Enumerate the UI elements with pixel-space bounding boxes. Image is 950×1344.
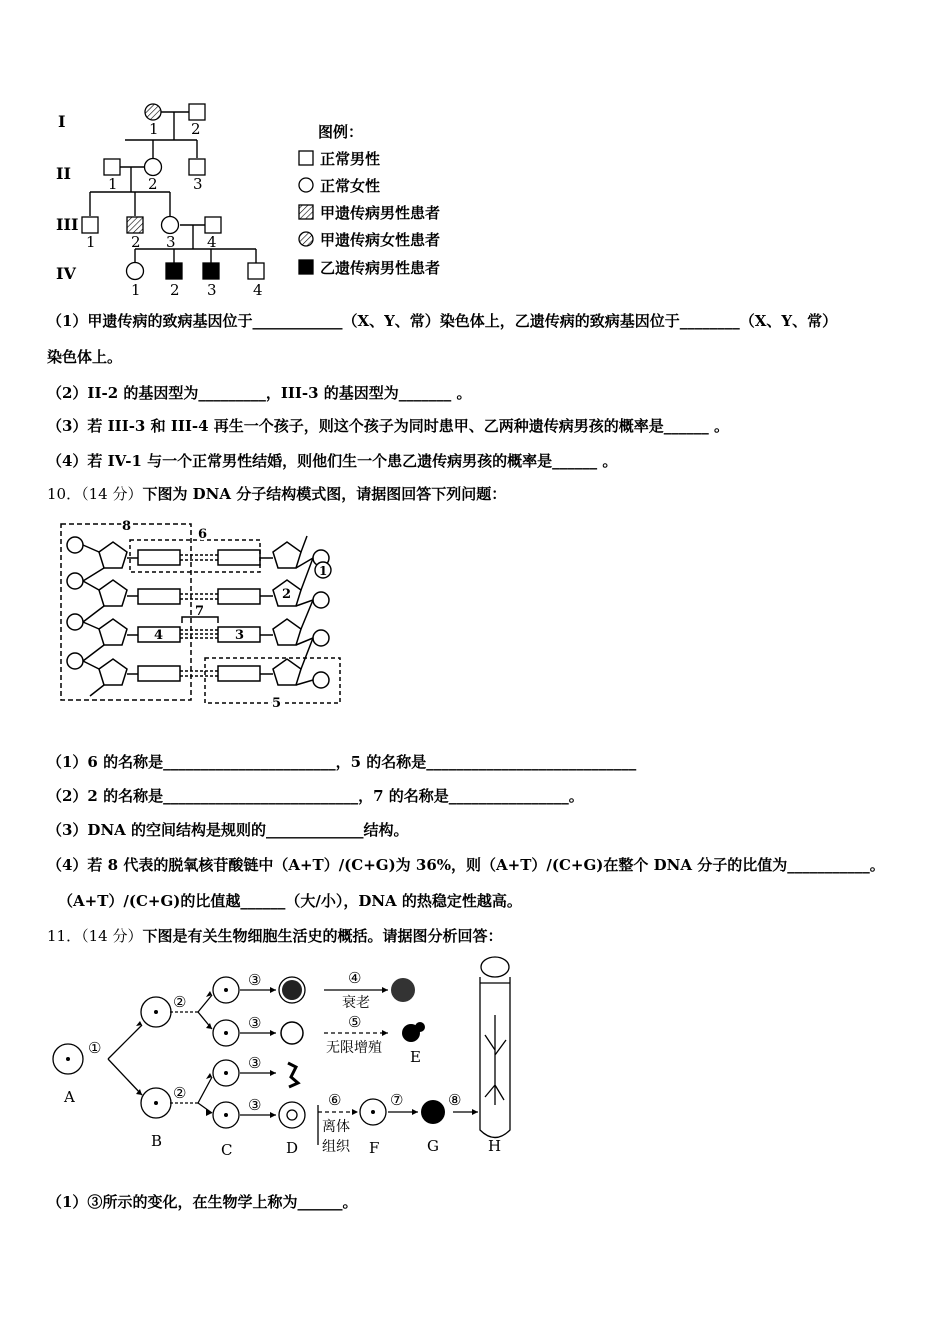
step-3d: ③: [248, 1096, 262, 1114]
q10-part1: （1）6 的名称是_______________________，5 的名称是____________________________: [47, 753, 637, 771]
q9-part1-cont: 染色体上。: [47, 348, 123, 366]
step-3b: ③: [248, 1014, 262, 1032]
dna-label-6: 6: [198, 527, 208, 542]
dna-label-3: 3: [235, 628, 245, 643]
pedigree-III-1: [82, 217, 98, 233]
legend-a-male-icon: [299, 205, 313, 219]
legend-normal-female-icon: [299, 178, 313, 192]
dna-label-7: 7: [195, 604, 205, 619]
q10-heading: [47, 484, 506, 504]
svg-text:4: 4: [207, 233, 217, 251]
q11-number: 11．（14 分）: [47, 927, 143, 945]
pedigree-III-3: [162, 217, 179, 234]
svg-text:2: 2: [191, 120, 201, 138]
svg-text:1: 1: [149, 120, 159, 138]
letter-B: B: [151, 1132, 163, 1150]
legend-item: 乙遗传病男性患者: [320, 259, 441, 277]
dna-label-1: 1: [319, 564, 328, 578]
gen-label: I: [58, 112, 66, 131]
pedigree-IV-4: [248, 263, 264, 279]
legend-normal-male-icon: [299, 151, 313, 165]
pedigree-II-1: [104, 159, 120, 175]
label-unlimited-proliferation: 无限增殖: [326, 1040, 382, 1056]
svg-text:2: 2: [170, 281, 180, 299]
step-4: ④: [348, 969, 362, 987]
pedigree-IV-1: [127, 263, 144, 280]
q10-part2: （2）2 的名称是__________________________，7 的名称是________________。: [47, 787, 584, 805]
cell-lifecycle-figure: [48, 955, 528, 1165]
letter-G: G: [427, 1137, 439, 1155]
pedigree-IV-3: [203, 263, 219, 279]
legend-item: 正常女性: [320, 177, 381, 195]
svg-text:4: 4: [253, 281, 263, 299]
q11-heading: [47, 926, 502, 946]
q10-title: 下图为 DNA 分子结构模式图，请据图回答下列问题：: [142, 485, 507, 503]
dna-structure-figure: [55, 518, 355, 713]
svg-text:3: 3: [193, 175, 203, 193]
q9-part2: （2）II-2 的基因型为_________，III-3 的基因型为_______ 。: [47, 384, 472, 402]
q11-title: 下图是有关生物细胞生活史的概括。请据图分析回答：: [142, 927, 503, 945]
pedigree-I-1: [145, 104, 161, 120]
gen-label: IV: [56, 264, 76, 283]
label-detached: 离体: [322, 1119, 350, 1135]
svg-text:1: 1: [86, 233, 96, 251]
legend-a-female-icon: [299, 232, 313, 246]
q10-part5: （A+T）/(C+G)的比值越______（大/小），DNA 的热稳定性越高。: [58, 892, 522, 910]
svg-text:1: 1: [131, 281, 141, 299]
q9-part1: （1）甲遗传病的致病基因位于____________（X、Y、常）染色体上，乙遗传病的致病基因位于________（X、Y、常）: [47, 312, 838, 330]
letter-A: A: [64, 1088, 75, 1106]
dna-label-2: 2: [282, 587, 292, 602]
svg-text:1: 1: [108, 175, 118, 193]
legend-item: 甲遗传病男性患者: [320, 204, 441, 222]
dna-label-8: 8: [122, 519, 132, 534]
step-2b: ②: [173, 1084, 187, 1102]
pedigree-II-3: [189, 159, 205, 175]
letter-D: D: [286, 1139, 299, 1157]
pedigree-figure: [50, 95, 480, 305]
svg-text:2: 2: [131, 233, 141, 251]
letter-F: F: [369, 1139, 380, 1157]
step-5: ⑤: [348, 1013, 362, 1031]
letter-H: H: [488, 1137, 502, 1155]
pedigree-III-2: [127, 217, 143, 233]
legend-b-male-icon: [299, 260, 313, 274]
gen-label: II: [56, 164, 71, 183]
letter-C: C: [221, 1141, 233, 1159]
step-1: ①: [88, 1039, 102, 1057]
label-senescence: 衰老: [342, 995, 370, 1011]
pedigree-I-2: [189, 104, 205, 120]
legend-title: 图例：: [318, 123, 364, 141]
pedigree-II-2: [145, 159, 162, 176]
gen-label: III: [56, 215, 79, 234]
legend-item: 正常男性: [320, 150, 381, 168]
q9-part3: （3）若 III-3 和 III-4 再生一个孩子，则这个孩子为同时患甲、乙两种遗传病男孩的概率是______ 。: [47, 417, 729, 435]
step-2a: ②: [173, 993, 187, 1011]
step-3a: ③: [248, 971, 262, 989]
pedigree-IV-2: [166, 263, 182, 279]
svg-text:2: 2: [148, 175, 158, 193]
q10-part4: （4）若 8 代表的脱氧核苷酸链中（A+T）/(C+G)为 36%，则（A+T）/(C+G)在整个 DNA 分子的比值为___________。: [47, 856, 885, 874]
svg-text:3: 3: [166, 233, 176, 251]
q10-number: 10．（14 分）: [47, 485, 143, 503]
label-tissue: 组织: [322, 1139, 350, 1155]
step-3c: ③: [248, 1054, 262, 1072]
step-7: ⑦: [390, 1091, 404, 1109]
svg-text:3: 3: [207, 281, 217, 299]
q11-part1: （1）③所示的变化，在生物学上称为______。: [47, 1193, 358, 1211]
legend-item: 甲遗传病女性患者: [320, 231, 441, 249]
dna-label-4: 4: [154, 628, 164, 643]
step-8: ⑧: [448, 1091, 462, 1109]
q10-part3: （3）DNA 的空间结构是规则的_____________结构。: [47, 821, 409, 839]
pedigree-III-4: [205, 217, 221, 233]
dna-label-5: 5: [272, 696, 282, 711]
step-6: ⑥: [328, 1091, 342, 1109]
q9-part4: （4）若 IV-1 与一个正常男性结婚，则他们生一个患乙遗传病男孩的概率是______ 。: [47, 452, 618, 470]
letter-E: E: [410, 1048, 421, 1066]
